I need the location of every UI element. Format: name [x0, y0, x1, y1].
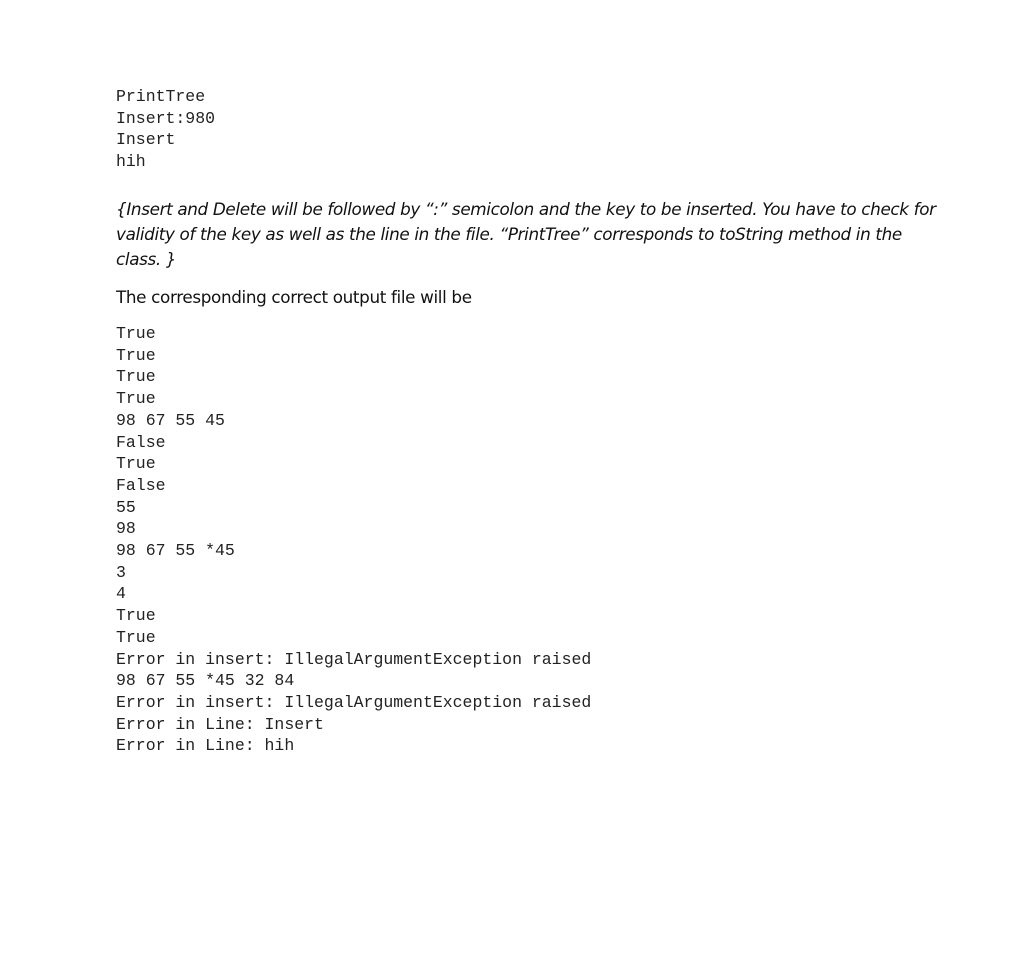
input-line: Insert:980	[116, 108, 216, 128]
output-line: Error in Line: hih	[116, 736, 295, 756]
output-line: True	[116, 606, 156, 626]
instruction-note: {Insert and Delete will be followed by “:” semicolon and the key to be inserted. You have to check for validity of the key as well as the line in the file. “PrintTree” corresponds to toString method in the class. }	[116, 199, 936, 269]
output-line: True	[116, 324, 156, 343]
output-line: 4	[116, 584, 126, 604]
output-line: True	[116, 345, 156, 365]
output-line: Error in insert: IllegalArgumentException raised	[116, 692, 592, 712]
output-line: 98 67 55 45	[116, 410, 225, 430]
output-line: 55	[116, 497, 136, 517]
output-line: True	[116, 367, 156, 387]
output-line: 98	[116, 519, 136, 539]
output-line: 3	[116, 562, 126, 582]
input-line: PrintTree	[116, 87, 206, 106]
output-line: 98 67 55 *45 32 84	[116, 671, 295, 691]
output-caption: The corresponding correct output file will be	[116, 287, 472, 307]
output-line: True	[116, 627, 156, 647]
output-line: False	[116, 432, 166, 452]
output-line: Error in Line: Insert	[116, 714, 324, 734]
output-line: True	[116, 389, 156, 409]
input-line: Insert	[116, 130, 176, 150]
output-line: False	[116, 475, 166, 495]
output-line: 98 67 55 *45	[116, 541, 235, 561]
input-line: hih	[116, 152, 146, 172]
input-file-listing	[116, 86, 215, 173]
output-line: Error in insert: IllegalArgumentException raised	[116, 649, 592, 669]
output-file-listing	[116, 323, 591, 757]
output-line: True	[116, 454, 156, 474]
